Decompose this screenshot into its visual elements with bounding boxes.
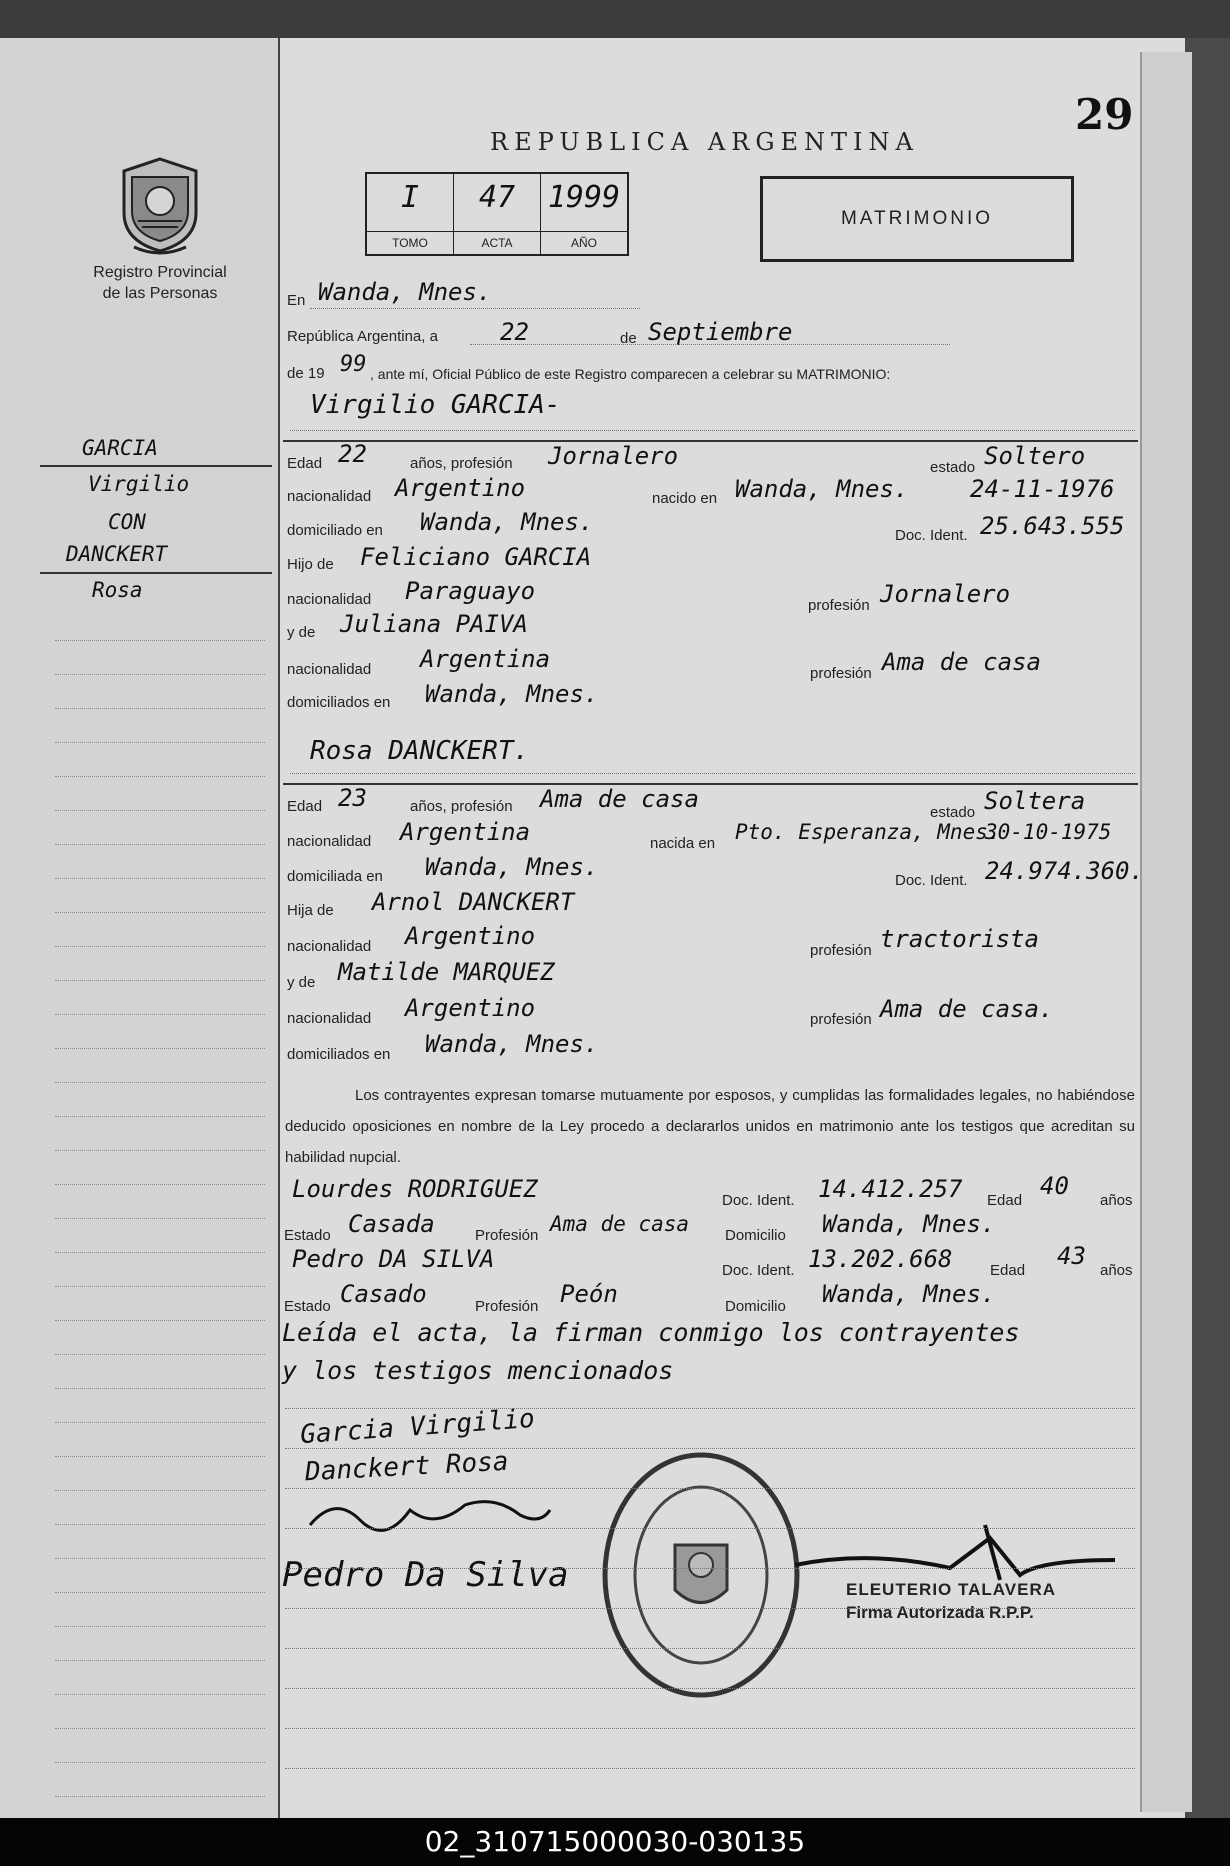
margin-note-line: Rosa <box>92 578 143 602</box>
bride-name: Rosa DANCKERT. <box>310 736 530 766</box>
margin-ruled-line <box>55 1116 265 1117</box>
hijo-de-label: Hijo de <box>287 556 334 573</box>
margin-rule <box>40 572 272 574</box>
bride-mother-profession: Ama de casa. <box>880 995 1054 1023</box>
bride-mother-nationality: Argentino <box>405 994 536 1022</box>
nacionalidad-label: nacionalidad <box>287 591 372 608</box>
groom-parents-domicile: Wanda, Mnes. <box>425 680 599 708</box>
domiciliados-en-label: domiciliados en <box>287 1046 391 1063</box>
signature-groom: Garcia Virgilio <box>299 1403 536 1451</box>
nacionalidad-label: nacionalidad <box>287 488 372 505</box>
registry-name-line2: de las Personas <box>102 285 218 302</box>
margin-ruled-line <box>55 1592 265 1593</box>
nacionalidad-label: nacionalidad <box>287 833 372 850</box>
margin-ruled-line <box>55 1218 265 1219</box>
margin-note-line: GARCIA <box>82 436 158 460</box>
witness1-name: Lourdes RODRIGUEZ <box>292 1175 538 1203</box>
margin-ruled-line <box>55 878 265 879</box>
fill-line <box>290 773 1135 774</box>
margin-ruled-line <box>55 1762 265 1763</box>
margin-ruled-line <box>55 1014 265 1015</box>
bride-birthdate: 30-10-1975 <box>985 820 1112 844</box>
anos-profesion-label: años, profesión <box>410 798 513 815</box>
groom-birthplace: Wanda, Mnes. <box>735 475 909 503</box>
signature-bride: Danckert Rosa <box>304 1446 510 1488</box>
place-value: Wanda, Mnes. <box>318 278 492 306</box>
profesion-label: profesión <box>810 1011 872 1028</box>
groom-profession: Jornalero <box>548 442 679 470</box>
groom-doc: 25.643.555 <box>980 512 1125 540</box>
margin-note-line: DANCKERT <box>66 542 168 566</box>
witness1-age: 40 <box>1040 1172 1069 1200</box>
section-separator <box>283 783 1138 785</box>
w-profesion-label: Profesión <box>475 1298 539 1315</box>
main-ruled-line <box>285 1568 1135 1569</box>
margin-ruled-line <box>55 1456 265 1457</box>
footer-code: 02_310715000030-030135 <box>424 1825 806 1858</box>
margin-ruled-line <box>55 980 265 981</box>
main-ruled-line <box>285 1408 1135 1409</box>
bride-father-nationality: Argentino <box>405 922 536 950</box>
bride-age: 23 <box>338 784 367 812</box>
underlying-page-edge <box>1140 52 1192 1812</box>
republica-label: República Argentina, a <box>287 328 438 345</box>
scan-top-edge <box>0 0 1230 38</box>
margin-ruled-line <box>55 1082 265 1083</box>
official-title: Firma Autorizada R.P.P. <box>846 1603 1034 1622</box>
witness1-domicile: Wanda, Mnes. <box>822 1210 996 1238</box>
groom-domicile: Wanda, Mnes. <box>420 508 594 536</box>
groom-father: Feliciano GARCIA <box>360 543 592 571</box>
declaration-text: Los contrayentes expresan tomarse mutuamente por esposos, y cumplidas las formalidades legales, no habiéndose deducido oposiciones en nombre de la Ley procedo a declararlos unidos en matrimonio ante los testigos que acreditan su habilidad nupcial. <box>285 1087 1135 1166</box>
day-value: 22 <box>500 318 529 346</box>
nacionalidad-label: nacionalidad <box>287 938 372 955</box>
year-prefix: de 19 <box>287 365 325 382</box>
signature-witness: Pedro Da Silva <box>282 1555 569 1595</box>
margin-ruled-line <box>55 1626 265 1627</box>
acta-value: 47 <box>478 180 516 215</box>
doc-ident-label: Doc. Ident. <box>895 872 968 889</box>
groom-birthdate: 24-11-1976 <box>970 475 1115 503</box>
main-ruled-line <box>285 1648 1135 1649</box>
main-ruled-line <box>285 1608 1135 1609</box>
estado-label: estado <box>930 459 976 476</box>
profesion-label: profesión <box>810 942 872 959</box>
fill-line <box>290 430 1135 431</box>
main-ruled-line <box>285 1728 1135 1729</box>
ano-label: AÑO <box>541 231 627 254</box>
margin-ruled-line <box>55 1694 265 1695</box>
w-anos-label: años <box>1100 1262 1133 1279</box>
w-domicilio-label: Domicilio <box>725 1298 786 1315</box>
margin-ruled-line <box>55 1796 265 1797</box>
margin-note-line: CON <box>108 510 146 534</box>
record-box <box>365 172 629 256</box>
year-suffix: 99 <box>340 352 367 377</box>
w-edad-label: Edad <box>990 1262 1026 1279</box>
witness1-doc: 14.412.257 <box>818 1175 963 1203</box>
groom-mother-nationality: Argentina <box>420 645 551 673</box>
groom-mother-profession: Ama de casa <box>882 648 1041 676</box>
margin-column <box>0 38 280 1818</box>
margin-ruled-line <box>55 742 265 743</box>
margin-ruled-line <box>55 1388 265 1389</box>
main-ruled-line <box>285 1528 1135 1529</box>
bride-status: Soltera <box>984 787 1086 815</box>
margin-ruled-line <box>55 844 265 845</box>
certificate-type-box: MATRIMONIO <box>760 176 1074 262</box>
anos-profesion-label: años, profesión <box>410 455 513 472</box>
profesion-label: profesión <box>810 665 872 682</box>
witness1-profession: Ama de casa <box>550 1212 690 1236</box>
closing-line: Leída el acta, la firman conmigo los contrayentes <box>282 1318 1020 1347</box>
witness2-name: Pedro DA SILVA <box>292 1245 495 1273</box>
margin-ruled-line <box>55 1728 265 1729</box>
groom-name: Virgilio GARCIA- <box>310 390 561 420</box>
doc-ident-label: Doc. Ident. <box>895 527 968 544</box>
main-ruled-line <box>285 1688 1135 1689</box>
margin-ruled-line <box>55 1184 265 1185</box>
fill-line <box>470 344 950 345</box>
edad-label: Edad <box>287 798 323 815</box>
groom-age: 22 <box>338 440 367 468</box>
bride-father: Arnol DANCKERT <box>372 888 575 916</box>
de-label: de <box>620 330 637 347</box>
nacionalidad-label: nacionalidad <box>287 1010 372 1027</box>
ano-cell <box>541 174 627 254</box>
domiciliado-en-label: domiciliado en <box>287 522 383 539</box>
margin-ruled-line <box>55 1660 265 1661</box>
bride-birthplace: Pto. Esperanza, Mnes. <box>735 820 1001 844</box>
witness2-domicile: Wanda, Mnes. <box>822 1280 996 1308</box>
margin-ruled-line <box>55 1252 265 1253</box>
nacionalidad-label: nacionalidad <box>287 661 372 678</box>
margin-ruled-line <box>55 912 265 913</box>
groom-nationality: Argentino <box>395 474 526 502</box>
y-de-label: y de <box>287 624 316 641</box>
nacida-en-label: nacida en <box>650 835 716 852</box>
profesion-label: profesión <box>808 597 870 614</box>
margin-ruled-line <box>55 1422 265 1423</box>
w-profesion-label: Profesión <box>475 1227 539 1244</box>
witness1-status: Casada <box>348 1210 435 1238</box>
w-edad-label: Edad <box>987 1192 1023 1209</box>
y-de-label: y de <box>287 974 316 991</box>
groom-father-profession: Jornalero <box>880 580 1011 608</box>
en-label: En <box>287 292 306 309</box>
month-value: Septiembre <box>648 318 793 346</box>
bride-parents-domicile: Wanda, Mnes. <box>425 1030 599 1058</box>
w-doc-ident-label: Doc. Ident. <box>722 1192 795 1209</box>
acta-cell <box>454 174 541 254</box>
w-anos-label: años <box>1100 1192 1133 1209</box>
bride-domicile: Wanda, Mnes. <box>425 853 599 881</box>
margin-ruled-line <box>55 776 265 777</box>
official-name: ELEUTERIO TALAVERA <box>846 1580 1057 1599</box>
margin-rule <box>40 465 272 467</box>
registry-name-line1: Registro Provincial <box>93 264 227 281</box>
witness2-doc: 13.202.668 <box>808 1245 953 1273</box>
margin-ruled-line <box>55 1286 265 1287</box>
margin-ruled-line <box>55 640 265 641</box>
main-ruled-line <box>285 1448 1135 1449</box>
domiciliados-en-label: domiciliados en <box>287 694 391 711</box>
margin-ruled-line <box>55 1558 265 1559</box>
margin-ruled-line <box>55 1490 265 1491</box>
margin-ruled-line <box>55 1048 265 1049</box>
bride-nationality: Argentina <box>400 818 531 846</box>
margin-note-line: Virgilio <box>88 472 190 496</box>
bride-doc: 24.974.360. <box>985 857 1144 885</box>
domiciliada-en-label: domiciliada en <box>287 868 383 885</box>
estado-label: estado <box>930 804 976 821</box>
acta-label: ACTA <box>454 231 540 254</box>
page-number: 29 <box>1075 90 1134 139</box>
w-doc-ident-label: Doc. Ident. <box>722 1262 795 1279</box>
intro-text: , ante mí, Oficial Público de este Registro comparecen a celebrar su MATRIMONIO: <box>370 366 891 382</box>
witness2-age: 43 <box>1057 1242 1086 1270</box>
tomo-value: I <box>400 180 420 215</box>
fill-line <box>310 308 640 309</box>
w-estado-label: Estado <box>284 1227 331 1244</box>
margin-ruled-line <box>55 1524 265 1525</box>
bride-mother: Matilde MARQUEZ <box>338 958 555 986</box>
document-title: REPUBLICA ARGENTINA <box>490 128 919 156</box>
groom-status: Soltero <box>984 442 1086 470</box>
margin-ruled-line <box>55 946 265 947</box>
margin-ruled-line <box>55 1150 265 1151</box>
margin-ruled-line <box>55 1354 265 1355</box>
tomo-cell <box>367 174 454 254</box>
closing-line: y los testigos mencionados <box>282 1356 674 1385</box>
groom-mother: Juliana PAIVA <box>340 610 528 638</box>
w-estado-label: Estado <box>284 1298 331 1315</box>
w-domicilio-label: Domicilio <box>725 1227 786 1244</box>
hija-de-label: Hija de <box>287 902 334 919</box>
bride-profession: Ama de casa <box>540 785 699 813</box>
groom-father-nationality: Paraguayo <box>405 577 536 605</box>
main-ruled-line <box>285 1768 1135 1769</box>
coat-of-arms-icon <box>118 155 202 255</box>
witness2-status: Casado <box>340 1280 427 1308</box>
bride-father-profession: tractorista <box>880 925 1039 953</box>
margin-ruled-line <box>55 810 265 811</box>
ano-value: 1999 <box>547 180 621 215</box>
main-ruled-line <box>285 1488 1135 1489</box>
margin-ruled-line <box>55 674 265 675</box>
margin-ruled-line <box>55 1320 265 1321</box>
tomo-label: TOMO <box>367 231 453 254</box>
nacido-en-label: nacido en <box>652 490 718 507</box>
footer-bar <box>0 1818 1230 1866</box>
registry-name <box>60 262 260 304</box>
edad-label: Edad <box>287 455 323 472</box>
margin-ruled-line <box>55 708 265 709</box>
witness2-profession: Peón <box>560 1280 618 1308</box>
